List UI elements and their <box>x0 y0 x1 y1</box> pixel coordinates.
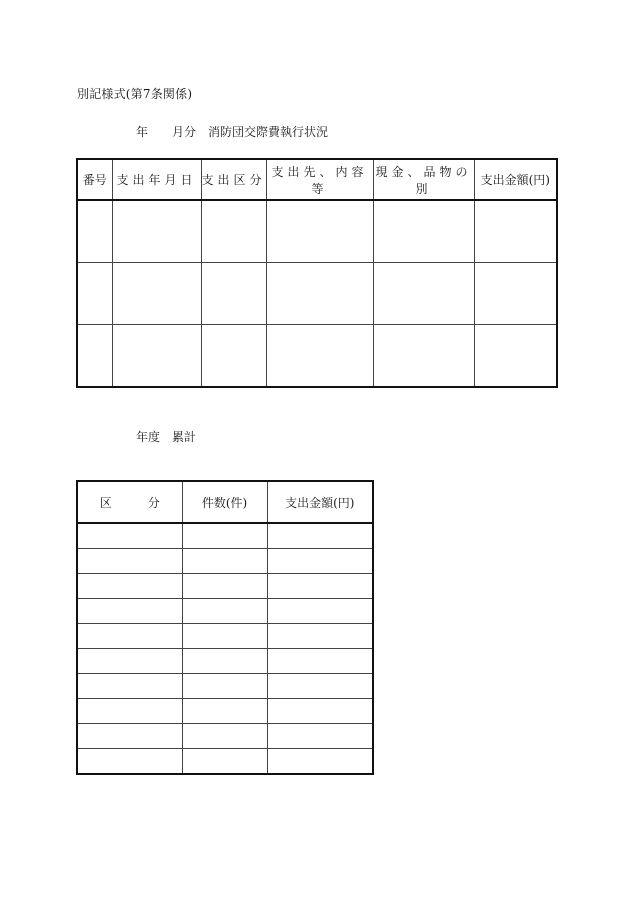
summary-cell-amount[interactable] <box>267 749 373 775</box>
summary-cell-category[interactable] <box>77 724 182 749</box>
table-row <box>77 699 373 724</box>
form-label: 別記様式(第7条関係) <box>77 87 193 101</box>
table-row <box>77 263 557 325</box>
summary-cell-category[interactable] <box>77 749 182 775</box>
summary-cell-count[interactable] <box>182 649 267 674</box>
summary-cell-count[interactable] <box>182 749 267 775</box>
header-date: 支出年月日 <box>112 159 201 200</box>
cell-cash-or-goods[interactable] <box>373 263 474 325</box>
summary-cell-category[interactable] <box>77 599 182 624</box>
table-row <box>77 325 557 388</box>
table-row <box>77 624 373 649</box>
cell-number[interactable] <box>77 263 112 325</box>
cell-amount[interactable] <box>474 200 557 263</box>
summary-cell-amount[interactable] <box>267 649 373 674</box>
table-row <box>77 574 373 599</box>
header-cash-or-goods: 現金、品物の別 <box>373 159 474 200</box>
table-row <box>77 523 373 549</box>
table-row <box>77 724 373 749</box>
summary-cell-count[interactable] <box>182 699 267 724</box>
cell-payee[interactable] <box>266 325 373 388</box>
cell-category[interactable] <box>201 325 266 388</box>
summary-cell-amount[interactable] <box>267 523 373 549</box>
summary-cell-count[interactable] <box>182 674 267 699</box>
report-title: 年 月分 消防団交際費執行状況 <box>136 125 329 139</box>
summary-cell-count[interactable] <box>182 549 267 574</box>
summary-cell-count[interactable] <box>182 724 267 749</box>
cell-category[interactable] <box>201 200 266 263</box>
table-row <box>77 549 373 574</box>
cell-date[interactable] <box>112 325 201 388</box>
expense-table-header-row <box>77 159 557 200</box>
cell-date[interactable] <box>112 200 201 263</box>
summary-cell-category[interactable] <box>77 549 182 574</box>
table-row <box>77 749 373 775</box>
table-row <box>77 674 373 699</box>
summary-cell-amount[interactable] <box>267 724 373 749</box>
cell-cash-or-goods[interactable] <box>373 200 474 263</box>
summary-cell-count[interactable] <box>182 624 267 649</box>
cell-date[interactable] <box>112 263 201 325</box>
cell-number[interactable] <box>77 200 112 263</box>
header-category: 支出区分 <box>201 159 266 200</box>
summary-cell-count[interactable] <box>182 574 267 599</box>
summary-cell-count[interactable] <box>182 523 267 549</box>
table-row <box>77 200 557 263</box>
summary-cell-amount[interactable] <box>267 624 373 649</box>
summary-cell-category[interactable] <box>77 699 182 724</box>
header-payee: 支出先、内容等 <box>266 159 373 200</box>
summary-cell-count[interactable] <box>182 599 267 624</box>
summary-cell-amount[interactable] <box>267 599 373 624</box>
table-row <box>77 599 373 624</box>
header-amount: 支出金額(円) <box>474 159 557 200</box>
header-number: 番号 <box>77 159 112 200</box>
cell-amount[interactable] <box>474 263 557 325</box>
summary-header-amount: 支出金額(円) <box>267 481 373 523</box>
summary-cell-category[interactable] <box>77 649 182 674</box>
summary-title: 年度 累計 <box>136 430 197 444</box>
cell-payee[interactable] <box>266 200 373 263</box>
summary-table-header-row <box>77 481 373 523</box>
cell-number[interactable] <box>77 325 112 388</box>
summary-cell-category[interactable] <box>77 674 182 699</box>
summary-cell-amount[interactable] <box>267 549 373 574</box>
summary-table <box>76 480 374 775</box>
summary-cell-category[interactable] <box>77 574 182 599</box>
cell-payee[interactable] <box>266 263 373 325</box>
expense-table <box>76 158 558 388</box>
summary-cell-amount[interactable] <box>267 674 373 699</box>
table-row <box>77 649 373 674</box>
summary-cell-category[interactable] <box>77 624 182 649</box>
summary-header-category: 区 分 <box>77 481 182 523</box>
cell-category[interactable] <box>201 263 266 325</box>
summary-header-count: 件数(件) <box>182 481 267 523</box>
summary-cell-amount[interactable] <box>267 574 373 599</box>
cell-cash-or-goods[interactable] <box>373 325 474 388</box>
summary-cell-category[interactable] <box>77 523 182 549</box>
summary-cell-amount[interactable] <box>267 699 373 724</box>
cell-amount[interactable] <box>474 325 557 388</box>
